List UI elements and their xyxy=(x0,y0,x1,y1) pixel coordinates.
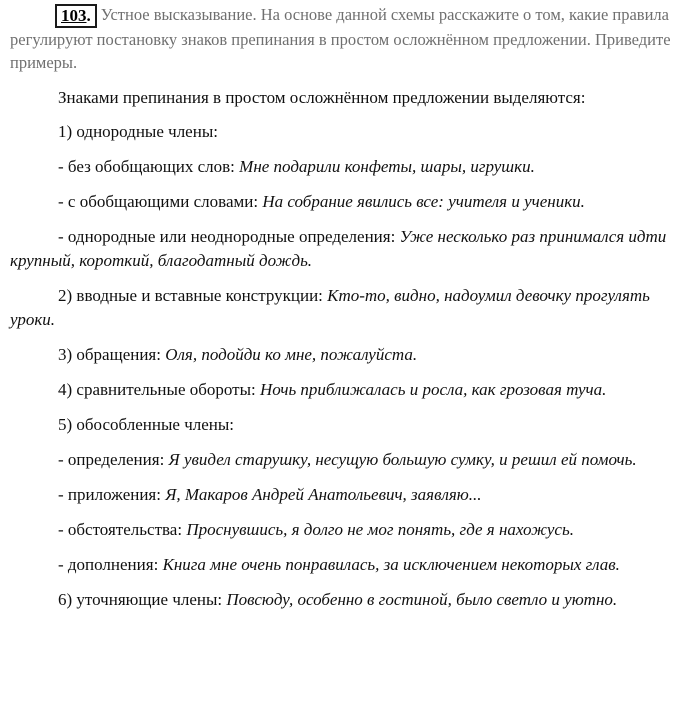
answer-item-example: Оля, подойди ко мне, пожалуйста. xyxy=(165,345,418,364)
answer-item-label: - без обобщающих слов: xyxy=(58,157,235,176)
answer-item xyxy=(10,284,688,332)
answer-item-label: 3) обращения: xyxy=(58,345,161,364)
answer-item-label: - определения: xyxy=(58,450,165,469)
answer-item-label: - дополнения: xyxy=(58,555,159,574)
answer-item xyxy=(10,378,688,402)
answer-item-example: Проснувшись, я долго не мог понять, где я нахожусь. xyxy=(186,520,574,539)
answer-item-label: 5) обособленные члены: xyxy=(58,415,235,434)
answer-body xyxy=(10,86,688,623)
answer-item-label: 4) сравнительные обороты: xyxy=(58,380,256,399)
answer-item-example: Книга мне очень понравилась, за исключением некоторых глав. xyxy=(162,555,620,574)
exercise-prompt-text: Устное высказывание. На основе данной схемы расскажите о том, какие правила регулируют постановку знаков препинания в простом осложнённом предложении. Приведите примеры. xyxy=(10,5,671,72)
answer-item xyxy=(10,190,688,214)
answer-item-example: Повсюду, особенно в гостиной, было светло и уютно. xyxy=(226,590,618,609)
answer-item-label: 6) уточняющие члены: xyxy=(58,590,223,609)
answer-item xyxy=(10,483,688,507)
answer-item-example: Я, Макаров Андрей Анатольевич, заявляю... xyxy=(165,485,482,504)
exercise-number-period: . xyxy=(86,6,91,25)
answer-item-label: - приложения: xyxy=(58,485,161,504)
answer-item-label: 1) однородные члены: xyxy=(58,122,218,141)
answer-item-label: - однородные или неоднородные определения: xyxy=(58,227,396,246)
answer-item-example: Ночь приближалась и росла, как грозовая туча. xyxy=(260,380,607,399)
answer-item xyxy=(10,343,688,367)
answer-item xyxy=(10,553,688,577)
answer-item xyxy=(10,448,688,472)
answer-item-label: - обстоятельства: xyxy=(58,520,183,539)
answer-item-example: Кто-то, видно, надоумил девочку прогулять уроки. xyxy=(10,286,650,329)
answer-item xyxy=(10,588,688,612)
exercise-number-box xyxy=(55,4,97,28)
answer-item xyxy=(10,155,688,179)
answer-item xyxy=(10,225,688,273)
answer-item-label: 2) вводные и вставные конструкции: xyxy=(58,286,323,305)
answer-item xyxy=(10,120,688,144)
exercise-task-block xyxy=(10,3,686,74)
answer-item-example: Уже несколько раз принимался идти крупный, короткий, благодатный дождь. xyxy=(10,227,667,270)
answer-item xyxy=(10,518,688,542)
answer-item-example: Мне подарили конфеты, шары, игрушки. xyxy=(239,157,535,176)
answer-intro: Знаками препинания в простом осложнённом предложении выделяются: xyxy=(58,88,586,107)
answer-item-example: Я увидел старушку, несущую большую сумку, и решил ей помочь. xyxy=(168,450,637,469)
answer-item-label: - с обобщающими словами: xyxy=(58,192,259,211)
exercise-number: 103 xyxy=(61,6,87,25)
answer-item-example: На собрание явились все: учителя и ученики. xyxy=(262,192,585,211)
answer-item xyxy=(10,413,688,437)
